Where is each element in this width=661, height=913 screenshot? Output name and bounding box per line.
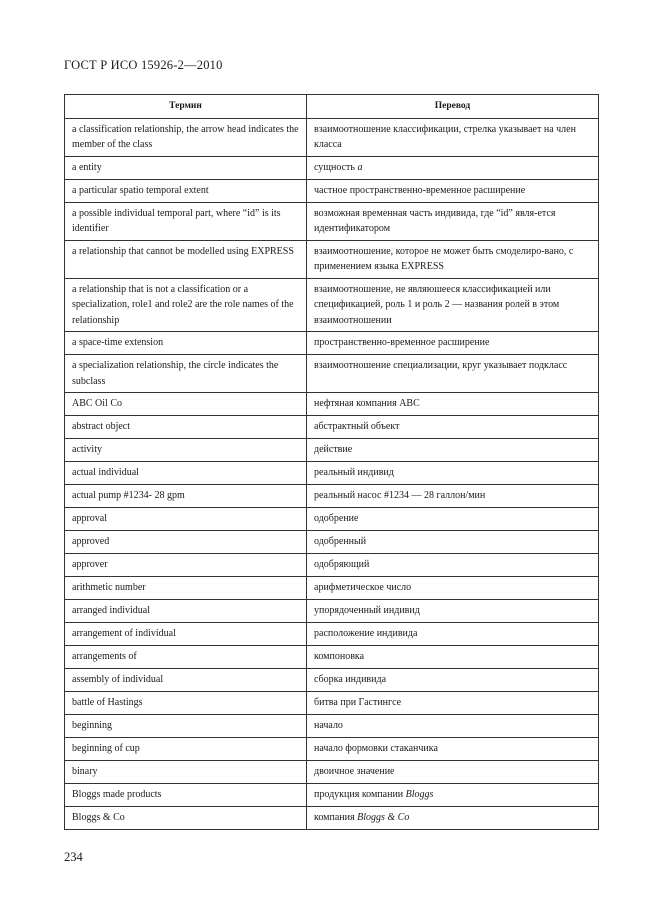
- translation-text: расположение индивида: [314, 628, 418, 639]
- translation-cell: [307, 807, 599, 830]
- translation-cell: [307, 577, 599, 600]
- translation-cell: [307, 332, 599, 355]
- table-row: [65, 807, 599, 830]
- table-row: [65, 669, 599, 692]
- table-row: [65, 692, 599, 715]
- translation-cell: [307, 179, 599, 202]
- term-cell: approved: [65, 531, 307, 554]
- page-number: 234: [64, 850, 83, 864]
- translation-text: возможная временная часть индивида, где “id” явля-ется идентификатором: [314, 207, 556, 234]
- translation-text: битва при Гастингсе: [314, 697, 402, 708]
- translation-cell: [307, 278, 599, 332]
- translation-text: пространственно-временное расширение: [314, 337, 490, 348]
- translation-cell: [307, 600, 599, 623]
- translation-cell: [307, 669, 599, 692]
- translation-cell: [307, 623, 599, 646]
- translation-cell: [307, 462, 599, 485]
- term-cell: a space-time extension: [65, 332, 307, 355]
- term-cell: arithmetic number: [65, 577, 307, 600]
- table-row: [65, 439, 599, 462]
- translation-cell: [307, 784, 599, 807]
- table-row: [65, 156, 599, 179]
- translation-cell: [307, 554, 599, 577]
- translation-text: реальный индивид: [314, 467, 394, 478]
- table-row: [65, 332, 599, 355]
- table-row: [65, 577, 599, 600]
- translation-text: одобренный: [314, 536, 367, 547]
- translation-cell: [307, 485, 599, 508]
- translation-text: начало: [314, 720, 343, 731]
- translation-cell: [307, 738, 599, 761]
- table-row: [65, 738, 599, 761]
- table-row: [65, 600, 599, 623]
- table-row: [65, 531, 599, 554]
- term-cell: a specialization relationship, the circle indicates the subclass: [65, 355, 307, 393]
- translation-text: частное пространственно-временное расширение: [314, 184, 526, 196]
- translation-text: арифметическое число: [314, 582, 412, 593]
- translation-text: одобряющий: [314, 559, 370, 570]
- term-cell: ABC Oil Co: [65, 393, 307, 416]
- term-cell: approver: [65, 554, 307, 577]
- translation-cell: [307, 118, 599, 156]
- term-cell: activity: [65, 439, 307, 462]
- translation-text: абстрактный объект: [314, 421, 400, 432]
- translation-text: нефтяная компания ABC: [314, 398, 420, 409]
- table-row: [65, 646, 599, 669]
- translation-text: сущность: [314, 161, 355, 173]
- translation-cell: [307, 715, 599, 738]
- table-row: [65, 462, 599, 485]
- table-row: [65, 485, 599, 508]
- term-cell: a possible individual temporal part, where “id” is its identifier: [65, 202, 307, 240]
- translation-cell: [307, 761, 599, 784]
- translation-text: взаимоотношение, которое не может быть смоделиро-вано, с применением языка EXPRESS: [314, 245, 574, 272]
- term-cell: assembly of individual: [65, 669, 307, 692]
- table-row: [65, 508, 599, 531]
- terms-table-body: [65, 118, 599, 830]
- translation-text: действие: [314, 444, 353, 455]
- table-row: [65, 784, 599, 807]
- table-row: [65, 240, 599, 278]
- term-cell: actual individual: [65, 462, 307, 485]
- translation-cell: [307, 156, 599, 179]
- term-cell: a relationship that cannot be modelled using EXPRESS: [65, 240, 307, 278]
- term-cell: arrangements of: [65, 646, 307, 669]
- terms-table: [64, 94, 599, 830]
- table-row: [65, 715, 599, 738]
- term-cell: actual pump #1234- 28 gpm: [65, 485, 307, 508]
- table-header-row: [65, 95, 599, 119]
- table-row: [65, 623, 599, 646]
- table-row: [65, 278, 599, 332]
- term-cell: binary: [65, 761, 307, 784]
- translation-cell: [307, 508, 599, 531]
- translation-text: взаимоотношение специализации, круг указывает подкласс: [314, 360, 568, 371]
- translation-cell: [307, 355, 599, 393]
- column-header-translation: Перевод: [307, 95, 599, 119]
- translation-italic-text: Bloggs & Co: [357, 812, 410, 823]
- translation-text: взаимоотношение, не являюшееся классификацией или спецификацией, роль 1 и роль 2 — названия ролей в этом взаимоотношении: [314, 283, 560, 326]
- term-cell: approval: [65, 508, 307, 531]
- term-cell: arrangement of individual: [65, 623, 307, 646]
- table-row: [65, 179, 599, 202]
- term-cell: beginning of cup: [65, 738, 307, 761]
- translation-cell: [307, 240, 599, 278]
- translation-text: сборка индивида: [314, 674, 387, 685]
- term-cell: a classification relationship, the arrow head indicates the member of the class: [65, 118, 307, 156]
- translation-text: одобрение: [314, 513, 359, 524]
- term-cell: a particular spatio temporal extent: [65, 179, 307, 202]
- table-row: [65, 202, 599, 240]
- term-cell: a entity: [65, 156, 307, 179]
- translation-text: взаимоотношение классификации, стрелка указывает на член класса: [314, 123, 576, 150]
- term-cell: Bloggs made products: [65, 784, 307, 807]
- translation-cell: [307, 646, 599, 669]
- table-row: [65, 416, 599, 439]
- translation-text: реальный насос #1234 — 28 галлон/мин: [314, 490, 486, 501]
- table-row: [65, 355, 599, 393]
- translation-cell: [307, 692, 599, 715]
- translation-cell: [307, 416, 599, 439]
- table-row: [65, 118, 599, 156]
- translation-cell: [307, 202, 599, 240]
- translation-text: компания: [314, 812, 355, 823]
- term-cell: abstract object: [65, 416, 307, 439]
- translation-text: компоновка: [314, 651, 365, 662]
- term-cell: arranged individual: [65, 600, 307, 623]
- translation-text: упорядоченный индивид: [314, 605, 420, 616]
- table-row: [65, 393, 599, 416]
- translation-text: начало формовки стаканчика: [314, 743, 438, 754]
- translation-text: продукция компании: [314, 789, 404, 800]
- document-header: ГОСТ Р ИСО 15926-2—2010: [64, 58, 223, 72]
- translation-italic-text: Bloggs: [405, 789, 434, 800]
- term-cell: beginning: [65, 715, 307, 738]
- translation-cell: [307, 531, 599, 554]
- translation-italic-text: a: [357, 161, 363, 173]
- translation-text: двоичное значение: [314, 766, 395, 777]
- term-cell: Bloggs & Co: [65, 807, 307, 830]
- term-cell: a relationship that is not a classification or a specialization, role1 and role2 are the role names of the relationship: [65, 278, 307, 332]
- translation-cell: [307, 439, 599, 462]
- term-cell: battle of Hastings: [65, 692, 307, 715]
- table-row: [65, 554, 599, 577]
- column-header-term: Термин: [65, 95, 307, 119]
- translation-cell: [307, 393, 599, 416]
- table-row: [65, 761, 599, 784]
